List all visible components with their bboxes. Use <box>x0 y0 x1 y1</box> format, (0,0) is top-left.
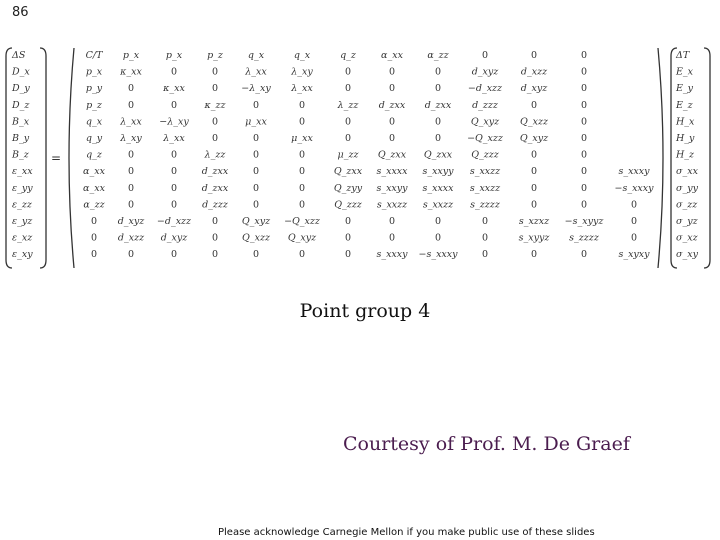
matrix-cell: Q_zxx <box>377 149 407 161</box>
matrix-cell: 0 <box>298 182 306 194</box>
matrix-cell: 0 <box>630 232 638 244</box>
courtesy-credit: Courtesy of Prof. M. De Graef <box>343 433 630 455</box>
matrix-cell: 0 <box>580 66 588 78</box>
matrix-cell: s_xxxy <box>618 166 650 178</box>
matrix-cell: q_x <box>85 116 103 128</box>
matrix-cell: 0 <box>170 66 178 78</box>
matrix-cell: p_x <box>122 50 140 61</box>
matrix-left-paren <box>69 48 74 268</box>
lhs-right-bracket <box>40 48 46 268</box>
matrix-cell: d_xyz <box>471 66 499 78</box>
matrix-cell: 0 <box>211 83 219 95</box>
matrix-cell: α_xx <box>381 50 403 61</box>
matrix-cell: 0 <box>388 133 396 144</box>
matrix-cell: 0 <box>170 166 178 178</box>
matrix-cell: 0 <box>481 50 489 61</box>
matrix-cell: Q_xyz <box>470 116 500 128</box>
matrix-cell: d_xzz <box>520 66 548 78</box>
matrix-cell: 0 <box>298 149 306 161</box>
matrix-cell: d_zzz <box>202 199 228 211</box>
matrix-cell: Q_zzz <box>334 199 362 211</box>
lhs-entry: B_x <box>12 116 30 128</box>
matrix-cell: 0 <box>481 249 489 261</box>
matrix-cell: p_y <box>85 83 103 95</box>
matrix-cell: 0 <box>170 249 178 261</box>
matrix-cell: s_xxxx <box>376 166 408 178</box>
matrix-cell: 0 <box>580 166 588 178</box>
matrix-cell: q_z <box>340 50 356 61</box>
matrix-cell: 0 <box>211 133 219 144</box>
matrix-cell: λ_xx <box>245 66 267 78</box>
matrix-cell: α_xx <box>83 166 105 178</box>
matrix-cell: −Q_xzz <box>467 133 503 144</box>
matrix-cell: 0 <box>344 66 352 78</box>
matrix-cell: 0 <box>127 249 135 261</box>
matrix-cell: 0 <box>170 182 178 194</box>
lhs-entry: ε_xx <box>12 166 33 178</box>
matrix-cell: −d_xzz <box>467 83 503 95</box>
matrix-cell: α_zz <box>83 199 105 211</box>
matrix-cell: 0 <box>530 99 538 111</box>
rhs-entry: σ_xx <box>676 166 698 178</box>
matrix-cell: λ_xx <box>163 133 185 144</box>
matrix-cell: λ_zz <box>204 149 226 161</box>
matrix-cell: Q_xyz <box>519 133 549 144</box>
matrix-cell: −s_xxxy <box>418 249 458 261</box>
matrix-cell: s_xyxy <box>618 249 650 261</box>
matrix-cell: μ_xx <box>291 133 313 144</box>
rhs-entry: H_z <box>676 149 695 161</box>
matrix-cell: 0 <box>211 116 219 128</box>
matrix-cell: q_x <box>293 50 311 61</box>
matrix-cell: C/T <box>85 50 103 61</box>
matrix-cell: 0 <box>434 216 442 227</box>
lhs-entry: ε_yz <box>12 216 33 227</box>
matrix-cell: d_xyz <box>160 232 188 244</box>
rhs-entry: ΔT <box>676 50 690 61</box>
matrix-cell: λ_xy <box>120 133 142 144</box>
constitutive-matrix-equation <box>4 44 716 272</box>
matrix-cell: μ_zz <box>337 149 359 161</box>
matrix-cell: −s_xxxy <box>614 182 654 194</box>
matrix-cell: d_zxx <box>201 166 229 178</box>
matrix-cell: p_x <box>85 66 103 78</box>
matrix-cell: 0 <box>580 249 588 261</box>
matrix-cell: d_zxx <box>424 99 452 111</box>
matrix-cell: p_x <box>165 50 183 61</box>
matrix-cell: 0 <box>252 199 260 211</box>
matrix-cell: λ_xx <box>120 116 142 128</box>
matrix-cell: 0 <box>530 199 538 211</box>
point-group-title: Point group 4 <box>299 300 431 322</box>
matrix-cell: 0 <box>481 216 489 227</box>
matrix-cell: 0 <box>434 116 442 128</box>
rhs-vector <box>675 50 699 260</box>
lhs-entry: D_x <box>12 66 30 78</box>
matrix-cell: κ_xx <box>163 83 185 95</box>
matrix-cell: 0 <box>170 199 178 211</box>
matrix-cell: −d_xzz <box>156 216 192 227</box>
matrix-cell: 0 <box>530 50 538 61</box>
matrix-cell: q_x <box>247 50 265 61</box>
lhs-entry: ε_xz <box>12 232 33 244</box>
matrix-cell: α_zz <box>427 50 449 61</box>
rhs-entry: H_y <box>676 133 695 144</box>
matrix-cell: 0 <box>344 249 352 261</box>
matrix-cell: 0 <box>388 216 396 227</box>
matrix-cell: λ_xy <box>291 66 313 78</box>
matrix-cell: 0 <box>580 149 588 161</box>
footer-note: Please acknowledge Carnegie Mellon if you make public use of these slides <box>218 527 595 538</box>
matrix-cell: 0 <box>580 99 588 111</box>
matrix-cell: s_xxzz <box>469 182 501 194</box>
matrix-cell: 0 <box>580 83 588 95</box>
matrix-cell: α_xx <box>83 182 105 194</box>
lhs-entry: D_y <box>12 83 30 95</box>
matrix-cell: 0 <box>388 116 396 128</box>
rhs-entry: σ_yy <box>676 182 698 194</box>
lhs-vector <box>11 50 33 260</box>
matrix-cell: 0 <box>211 216 219 227</box>
matrix-cell: Q_zyy <box>333 182 363 194</box>
matrix-cell: 0 <box>252 149 260 161</box>
matrix-cell: κ_xx <box>120 66 142 78</box>
matrix-cell: 0 <box>344 83 352 95</box>
lhs-entry: ε_yy <box>12 182 33 194</box>
matrix-cell: −λ_xy <box>159 116 189 128</box>
rhs-right-bracket <box>704 48 710 268</box>
matrix-cell: 0 <box>211 66 219 78</box>
matrix-cell: 0 <box>580 199 588 211</box>
matrix-cell: 0 <box>90 216 98 227</box>
matrix-cell: 0 <box>530 249 538 261</box>
matrix-cell: 0 <box>388 232 396 244</box>
matrix-cell: 0 <box>90 232 98 244</box>
matrix-cell: Q_xyz <box>241 216 271 227</box>
matrix-cell: 0 <box>580 182 588 194</box>
matrix-cell: 0 <box>127 199 135 211</box>
matrix-cell: s_xxxy <box>376 249 408 261</box>
matrix-cell: 0 <box>90 249 98 261</box>
matrix-cell: 0 <box>580 116 588 128</box>
slide-number: 86 <box>12 5 29 20</box>
matrix-cell: 0 <box>630 199 638 211</box>
lhs-entry: ε_zz <box>12 199 32 211</box>
matrix-cell: 0 <box>127 182 135 194</box>
matrix-cell: 0 <box>127 166 135 178</box>
matrix-right-paren <box>658 48 663 268</box>
matrix-cell: Q_zzz <box>471 149 499 161</box>
rhs-entry: E_y <box>676 83 694 95</box>
rhs-entry: σ_zz <box>676 199 698 211</box>
matrix-cell: Q_xyz <box>287 232 317 244</box>
matrix-cell: s_xxyy <box>422 166 454 178</box>
matrix-cell: d_xzz <box>117 232 145 244</box>
rhs-entry: E_z <box>676 99 693 111</box>
matrix-cell: s_xxzz <box>469 166 501 178</box>
matrix-cell: d_zxx <box>378 99 406 111</box>
lhs-entry: ΔS <box>12 50 26 61</box>
lhs-entry: B_z <box>12 149 29 161</box>
matrix-cell: 0 <box>388 83 396 95</box>
matrix-cell: 0 <box>580 50 588 61</box>
rhs-entry: E_x <box>676 66 694 78</box>
matrix-cell: d_zzz <box>472 99 498 111</box>
matrix-cell: 0 <box>434 133 442 144</box>
rhs-entry: σ_xz <box>676 232 698 244</box>
matrix-cell: 0 <box>344 216 352 227</box>
matrix-cell: s_xyyz <box>518 232 550 244</box>
matrix-cell: 0 <box>344 116 352 128</box>
matrix-cell: 0 <box>170 99 178 111</box>
matrix-cell: d_zxx <box>201 182 229 194</box>
matrix-cell: 0 <box>388 66 396 78</box>
matrix-cell: s_xxzz <box>376 199 408 211</box>
matrix-cell: λ_zz <box>337 99 359 111</box>
rhs-entry: H_x <box>676 116 695 128</box>
matrix-cell: 0 <box>127 99 135 111</box>
matrix-cell: 0 <box>344 232 352 244</box>
matrix-cell: μ_xx <box>245 116 267 128</box>
matrix-cell: 0 <box>252 166 260 178</box>
coefficient-matrix <box>83 50 654 260</box>
matrix-cell: 0 <box>252 249 260 261</box>
matrix-cell: 0 <box>211 249 219 261</box>
matrix-cell: 0 <box>252 182 260 194</box>
matrix-cell: Q_zxx <box>423 149 453 161</box>
lhs-entry: B_y <box>12 133 30 144</box>
matrix-cell: s_zzzz <box>470 199 500 211</box>
matrix-cell: 0 <box>127 83 135 95</box>
matrix-cell: 0 <box>298 249 306 261</box>
matrix-cell: q_y <box>85 133 103 144</box>
matrix-cell: 0 <box>481 232 489 244</box>
matrix-cell: 0 <box>298 116 306 128</box>
matrix-cell: 0 <box>530 166 538 178</box>
matrix-cell: s_xxyy <box>376 182 408 194</box>
matrix-cell: Q_xzz <box>520 116 548 128</box>
rhs-entry: σ_yz <box>676 216 698 227</box>
matrix-cell: Q_zxx <box>333 166 363 178</box>
matrix-cell: 0 <box>252 133 260 144</box>
matrix-cell: d_xyz <box>117 216 145 227</box>
matrix-cell: −λ_xy <box>241 83 271 95</box>
matrix-cell: 0 <box>298 166 306 178</box>
matrix-cell: 0 <box>580 133 588 144</box>
matrix-cell: s_zzzz <box>569 232 599 244</box>
matrix-cell: −Q_xzz <box>284 216 320 227</box>
matrix-cell: 0 <box>252 99 260 111</box>
matrix-cell: −s_xyyz <box>564 216 604 227</box>
matrix-cell: 0 <box>530 182 538 194</box>
matrix-cell: p_z <box>86 99 102 111</box>
matrix-cell: 0 <box>434 83 442 95</box>
matrix-cell: Q_xzz <box>242 232 270 244</box>
matrix-cell: s_xxzz <box>422 199 454 211</box>
matrix-cell: λ_xx <box>291 83 313 95</box>
matrix-cell: 0 <box>530 149 538 161</box>
lhs-entry: ε_xy <box>12 249 33 261</box>
matrix-cell: 0 <box>211 232 219 244</box>
matrix-cell: 0 <box>344 133 352 144</box>
matrix-cell: 0 <box>630 216 638 227</box>
matrix-cell: κ_zz <box>204 99 226 111</box>
matrix-cell: p_z <box>207 50 223 61</box>
lhs-entry: D_z <box>12 99 30 111</box>
matrix-cell: d_xyz <box>520 83 548 95</box>
matrix-cell: s_xzxz <box>518 216 550 227</box>
rhs-entry: σ_xy <box>676 249 698 261</box>
matrix-cell: 0 <box>170 149 178 161</box>
matrix-cell: 0 <box>434 66 442 78</box>
matrix-cell: 0 <box>298 199 306 211</box>
matrix-cell: s_xxxx <box>422 182 454 194</box>
matrix-cell: q_z <box>86 149 102 161</box>
equals-sign: = <box>51 151 62 165</box>
matrix-cell: 0 <box>127 149 135 161</box>
matrix-cell: 0 <box>298 99 306 111</box>
matrix-cell: 0 <box>434 232 442 244</box>
